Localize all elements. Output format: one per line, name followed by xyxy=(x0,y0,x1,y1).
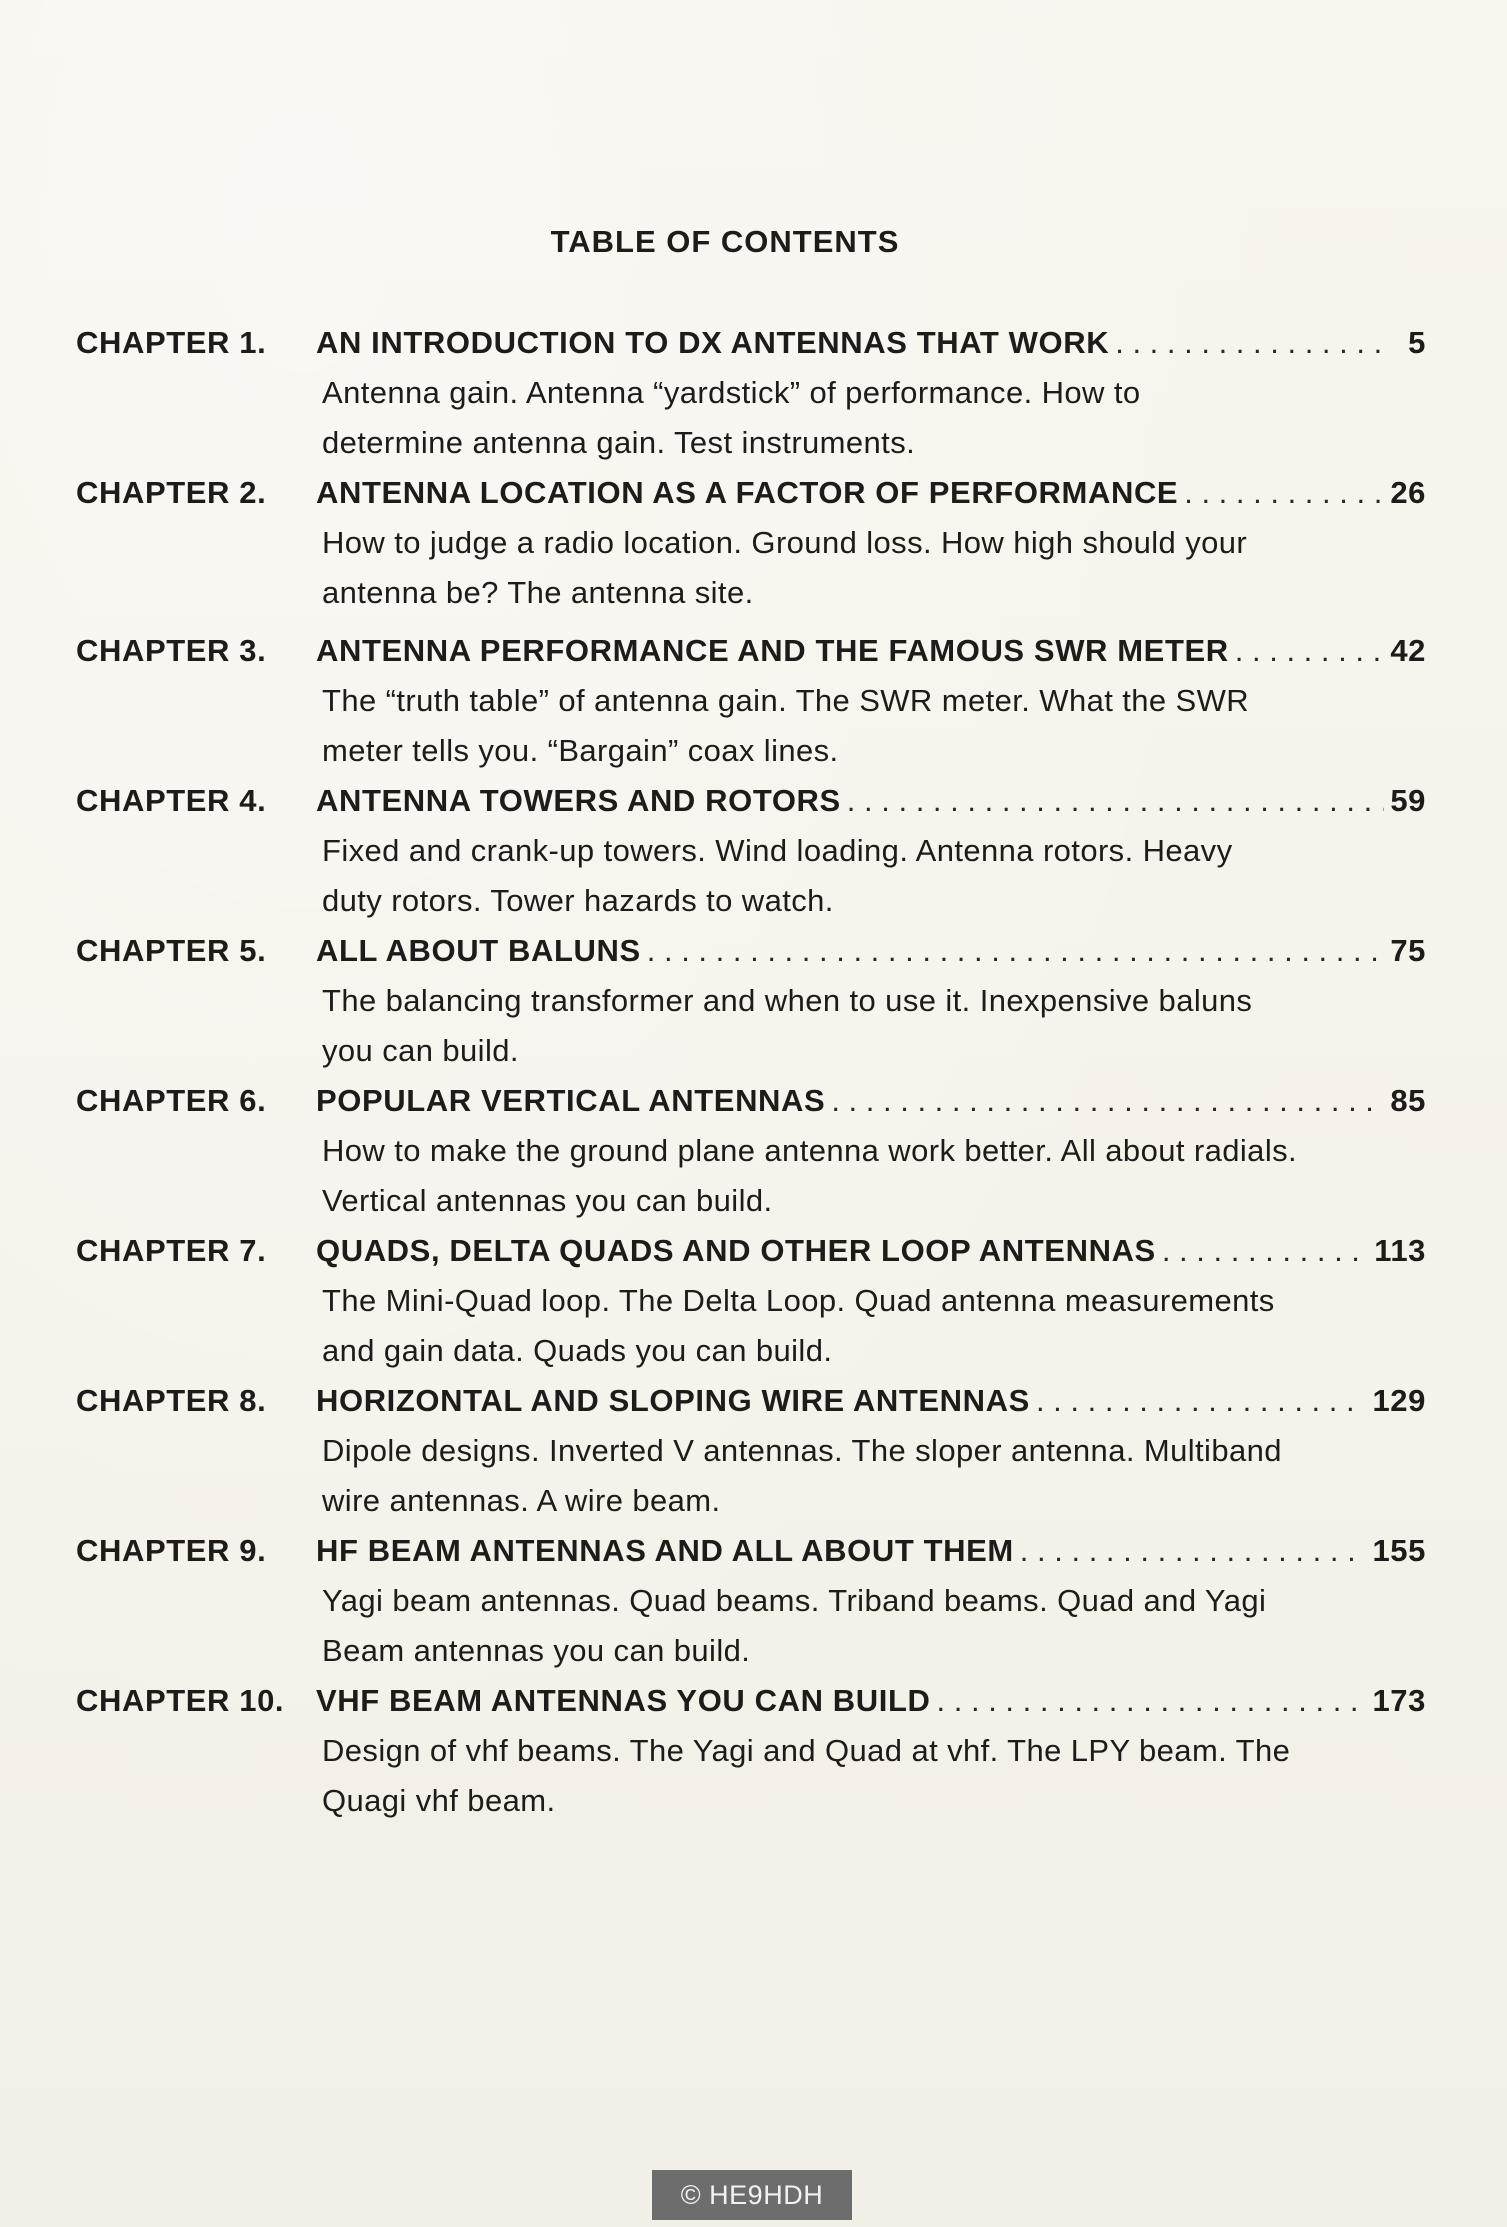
page-number: 85 xyxy=(1390,1083,1426,1118)
toc-entry-chapter-8 xyxy=(76,1376,1426,1526)
chapter-description xyxy=(322,976,1462,1076)
toc-heading-row xyxy=(76,926,1426,976)
description-line: Dipole designs. Inverted V antennas. The sloper antenna. Multiband xyxy=(322,1433,1282,1468)
dot-leader xyxy=(1115,318,1384,368)
dot-leader xyxy=(1020,1526,1367,1576)
toc-heading-row xyxy=(76,1076,1426,1126)
description-line: Vertical antennas you can build. xyxy=(322,1183,773,1218)
description-line: The “truth table” of antenna gain. The SWR meter. What the SWR xyxy=(322,683,1250,718)
chapter-title: ANTENNA PERFORMANCE AND THE FAMOUS SWR METER xyxy=(316,633,1229,668)
chapter-description xyxy=(322,518,1462,618)
toc-entry-chapter-3 xyxy=(76,626,1426,776)
description-line: How to judge a radio location. Ground loss. How high should your xyxy=(322,525,1248,560)
page-number: 59 xyxy=(1390,783,1426,818)
page-number: 113 xyxy=(1374,1233,1426,1268)
chapter-number: CHAPTER 2. xyxy=(76,475,267,510)
page-number: 26 xyxy=(1390,475,1426,510)
description-line: and gain data. Quads you can build. xyxy=(322,1333,833,1368)
page-number: 75 xyxy=(1390,933,1426,968)
description-line: Beam antennas you can build. xyxy=(322,1633,751,1668)
chapter-description xyxy=(322,1426,1462,1526)
chapter-title: POPULAR VERTICAL ANTENNAS xyxy=(316,1083,826,1118)
toc-entry-chapter-5 xyxy=(76,926,1426,1076)
toc-heading-row xyxy=(76,468,1426,518)
page-number: 155 xyxy=(1372,1533,1426,1568)
dot-leader xyxy=(847,776,1384,826)
dot-leader xyxy=(1184,468,1384,518)
page-number: 5 xyxy=(1408,325,1426,360)
description-line: Antenna gain. Antenna “yardstick” of performance. How to xyxy=(322,375,1141,410)
toc-entry-chapter-9 xyxy=(76,1526,1426,1676)
chapter-number: CHAPTER 3. xyxy=(76,633,267,668)
chapter-title: ANTENNA LOCATION AS A FACTOR OF PERFORMANCE xyxy=(316,475,1179,510)
toc-heading-row xyxy=(76,776,1426,826)
chapter-number: CHAPTER 8. xyxy=(76,1383,267,1418)
dot-leader xyxy=(831,1076,1384,1126)
description-line: Fixed and crank-up towers. Wind loading. Antenna rotors. Heavy xyxy=(322,833,1233,868)
chapter-title: HORIZONTAL AND SLOPING WIRE ANTENNAS xyxy=(316,1383,1030,1418)
copyright-watermark: © HE9HDH xyxy=(652,2170,852,2220)
chapter-number: CHAPTER 7. xyxy=(76,1233,267,1268)
toc-entry-chapter-2 xyxy=(76,468,1426,626)
dot-leader xyxy=(1235,626,1384,676)
chapter-title: QUADS, DELTA QUADS AND OTHER LOOP ANTENNAS xyxy=(316,1233,1156,1268)
page-number: 173 xyxy=(1372,1683,1426,1718)
description-line: The Mini-Quad loop. The Delta Loop. Quad antenna measurements xyxy=(322,1283,1275,1318)
chapter-number: CHAPTER 6. xyxy=(76,1083,267,1118)
toc-heading-row xyxy=(76,1676,1426,1726)
description-line: you can build. xyxy=(322,1033,519,1068)
toc-heading-row xyxy=(76,1526,1426,1576)
chapter-description xyxy=(322,368,1462,468)
description-line: Quagi vhf beam. xyxy=(322,1783,556,1818)
chapter-number: CHAPTER 9. xyxy=(76,1533,267,1568)
chapter-number: CHAPTER 10. xyxy=(76,1683,285,1718)
description-line: Yagi beam antennas. Quad beams. Triband beams. Quad and Yagi xyxy=(322,1583,1267,1618)
chapter-description xyxy=(322,1726,1462,1826)
description-line: antenna be? The antenna site. xyxy=(322,575,754,610)
toc-heading-row xyxy=(76,318,1426,368)
chapter-number: CHAPTER 5. xyxy=(76,933,267,968)
entry-gap xyxy=(76,618,1426,626)
chapter-description xyxy=(322,1276,1462,1376)
toc-entry-chapter-1 xyxy=(76,318,1426,468)
description-line: wire antennas. A wire beam. xyxy=(322,1483,721,1518)
chapter-number: CHAPTER 1. xyxy=(76,325,267,360)
dot-leader xyxy=(937,1676,1367,1726)
description-line: duty rotors. Tower hazards to watch. xyxy=(322,883,834,918)
chapter-description xyxy=(322,676,1462,776)
chapter-description xyxy=(322,826,1462,926)
toc-heading-row xyxy=(76,1226,1426,1276)
chapter-title: AN INTRODUCTION TO DX ANTENNAS THAT WORK xyxy=(316,325,1110,360)
chapter-title: VHF BEAM ANTENNAS YOU CAN BUILD xyxy=(316,1683,931,1718)
page-number: 42 xyxy=(1390,633,1426,668)
chapter-title: HF BEAM ANTENNAS AND ALL ABOUT THEM xyxy=(316,1533,1014,1568)
chapter-description xyxy=(322,1126,1462,1226)
toc-heading-row xyxy=(76,1376,1426,1426)
chapter-title: ANTENNA TOWERS AND ROTORS xyxy=(316,783,841,818)
page-number: 129 xyxy=(1372,1383,1426,1418)
chapter-number: CHAPTER 4. xyxy=(76,783,267,818)
description-line: How to make the ground plane antenna work better. All about radials. xyxy=(322,1133,1298,1168)
toc-entry-chapter-7 xyxy=(76,1226,1426,1376)
chapter-description xyxy=(322,1576,1462,1676)
toc-entry-chapter-10 xyxy=(76,1676,1426,1826)
toc-entry-chapter-4 xyxy=(76,776,1426,926)
description-line: meter tells you. “Bargain” coax lines. xyxy=(322,733,839,768)
chapter-title: ALL ABOUT BALUNS xyxy=(316,933,641,968)
description-line: Design of vhf beams. The Yagi and Quad at vhf. The LPY beam. The xyxy=(322,1733,1291,1768)
dot-leader xyxy=(1162,1226,1368,1276)
toc-heading-row xyxy=(76,626,1426,676)
description-line: The balancing transformer and when to use it. Inexpensive baluns xyxy=(322,983,1253,1018)
page-title: TABLE OF CONTENTS xyxy=(550,224,900,259)
table-of-contents xyxy=(76,318,1426,1826)
dot-leader xyxy=(1036,1376,1367,1426)
dot-leader xyxy=(647,926,1384,976)
toc-entry-chapter-6 xyxy=(76,1076,1426,1226)
description-line: determine antenna gain. Test instruments. xyxy=(322,425,916,460)
